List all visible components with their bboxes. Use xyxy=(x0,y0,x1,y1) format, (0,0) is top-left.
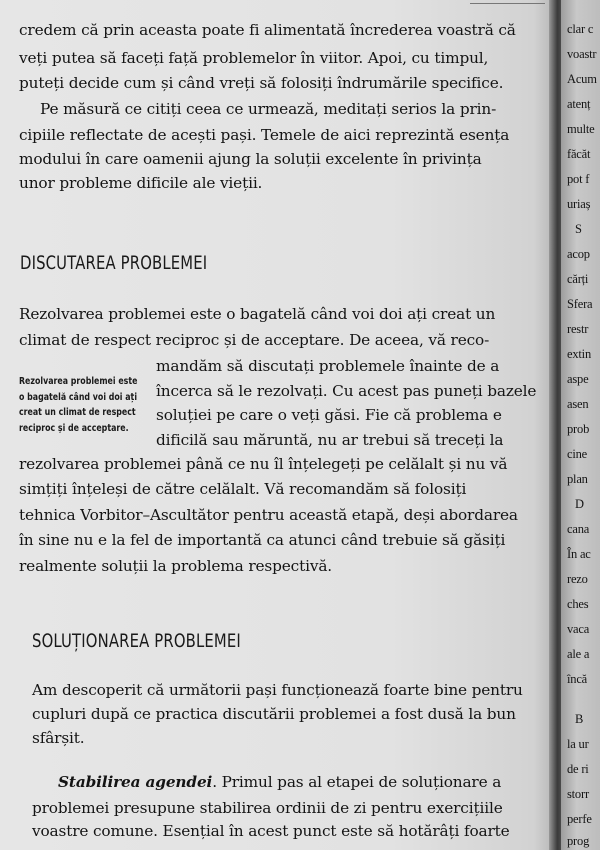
fragment: În ac xyxy=(567,547,591,561)
fragment: Acum xyxy=(567,72,597,86)
fragment: încă xyxy=(567,672,588,686)
text-line: încerca să le rezolvați. Cu acest pas puneți bazele xyxy=(156,382,537,400)
fragment: făcăt xyxy=(567,147,591,161)
fragment: cărți xyxy=(567,272,589,286)
text-line: Pe măsură ce citiți ceea ce urmează, meditați serios la prin- xyxy=(40,100,497,118)
fragment: prog xyxy=(567,834,590,848)
fragment: plan xyxy=(567,472,588,486)
fragment: pot f xyxy=(567,172,590,186)
fragment: aspe xyxy=(567,372,589,386)
fragment: cine xyxy=(567,447,588,461)
section-heading-solution: SOLUȚIONAREA PROBLEMEI xyxy=(32,630,241,652)
fragment: atenț xyxy=(567,97,591,111)
text-line: tehnica Vorbitor–Ascultător pentru această etapă, deși abordarea xyxy=(19,506,518,524)
text-line: voastre comune. Esențial în acest punct este să hotărâți foarte xyxy=(32,822,510,840)
text-line: credem că prin aceasta poate fi alimentată încrederea voastră că xyxy=(19,21,516,39)
fragment: extin xyxy=(567,347,591,361)
fragment: la ur xyxy=(567,737,589,751)
agenda-text: . Primul pas al etapei de soluționare a xyxy=(212,773,502,791)
text-line: realmente soluții la problema respectivă. xyxy=(19,557,333,575)
fragment: ches xyxy=(567,597,589,611)
text-line: rezolvarea problemei până ce nu îl înțelegeți pe celălalt și nu vă xyxy=(19,455,508,473)
text-line: mandăm să discutați problemele înainte de a xyxy=(156,357,500,375)
fragment: S xyxy=(575,222,582,236)
text-line: în sine nu e la fel de importantă ca atunci când trebuie să găsiți xyxy=(19,531,506,549)
text-line: modului în care oamenii ajung la soluții excelente în privința xyxy=(19,150,482,168)
text-line: sfârșit. xyxy=(32,729,85,747)
fragment: B xyxy=(575,712,584,726)
pull-quote-line: reciproc și de acceptare. xyxy=(19,422,129,434)
fragment: uriaș xyxy=(567,197,591,211)
fragment: cana xyxy=(567,522,590,536)
fragment: restr xyxy=(567,322,589,336)
text-line: dificilă sau măruntă, nu ar trebui să treceți la xyxy=(156,431,504,449)
fragment: D xyxy=(575,497,584,511)
text-line: simțiți înțeleși de către celălalt. Vă recomandăm să folosiți xyxy=(19,480,467,498)
fragment: vaca xyxy=(567,622,590,636)
text-line: problemei presupune stabilirea ordinii de zi pentru exercițiile xyxy=(32,799,503,817)
text-line: veți putea să faceți față problemelor în viitor. Apoi, cu timpul, xyxy=(19,49,489,67)
fragment: multe xyxy=(567,122,595,136)
fragment: clar c xyxy=(567,22,594,36)
pull-quote xyxy=(19,374,138,436)
text-line: puteți decide cum și când vreți să folosiți îndrumările specifice. xyxy=(19,74,504,92)
fragment: ale a xyxy=(567,647,590,661)
text-line: unor probleme dificile ale vieții. xyxy=(19,174,263,192)
pull-quote-line: Rezolvarea problemei este xyxy=(19,376,138,387)
text-line xyxy=(58,773,501,791)
text-line: climat de respect reciproc și de acceptare. De aceea, vă reco- xyxy=(19,331,490,349)
fragment: voastr xyxy=(567,47,597,61)
fragment: rezo xyxy=(567,572,588,586)
top-divider xyxy=(470,3,545,4)
fragment: Sfera xyxy=(567,297,593,311)
section-heading-discussion: DISCUTAREA PROBLEMEI xyxy=(20,252,208,274)
text-line: Am descoperit că următorii pași funcționează foarte bine pentru xyxy=(32,681,523,699)
text-line: cupluri după ce practica discutării problemei a fost dusă la bun xyxy=(32,705,516,723)
text-line: Rezolvarea problemei este o bagatelă când voi doi ați creat un xyxy=(19,305,496,323)
pull-quote-line: creat un climat de respect xyxy=(19,407,136,418)
fragment: acop xyxy=(567,247,590,261)
agenda-term: Stabilirea agendei xyxy=(58,773,213,791)
fragment: perfe xyxy=(567,812,592,826)
pull-quote-line: o bagatelă când voi doi ați xyxy=(19,391,138,403)
fragment: de ri xyxy=(567,762,589,776)
book-page-right xyxy=(561,0,600,850)
fragment: asen xyxy=(567,397,589,411)
text-line: soluției pe care o veți găsi. Fie că problema e xyxy=(156,406,502,424)
fragment: storr xyxy=(567,787,589,801)
text-line: cipiile reflectate de acești pași. Temele de aici reprezintă esența xyxy=(19,126,510,144)
fragment: prob xyxy=(567,422,590,436)
